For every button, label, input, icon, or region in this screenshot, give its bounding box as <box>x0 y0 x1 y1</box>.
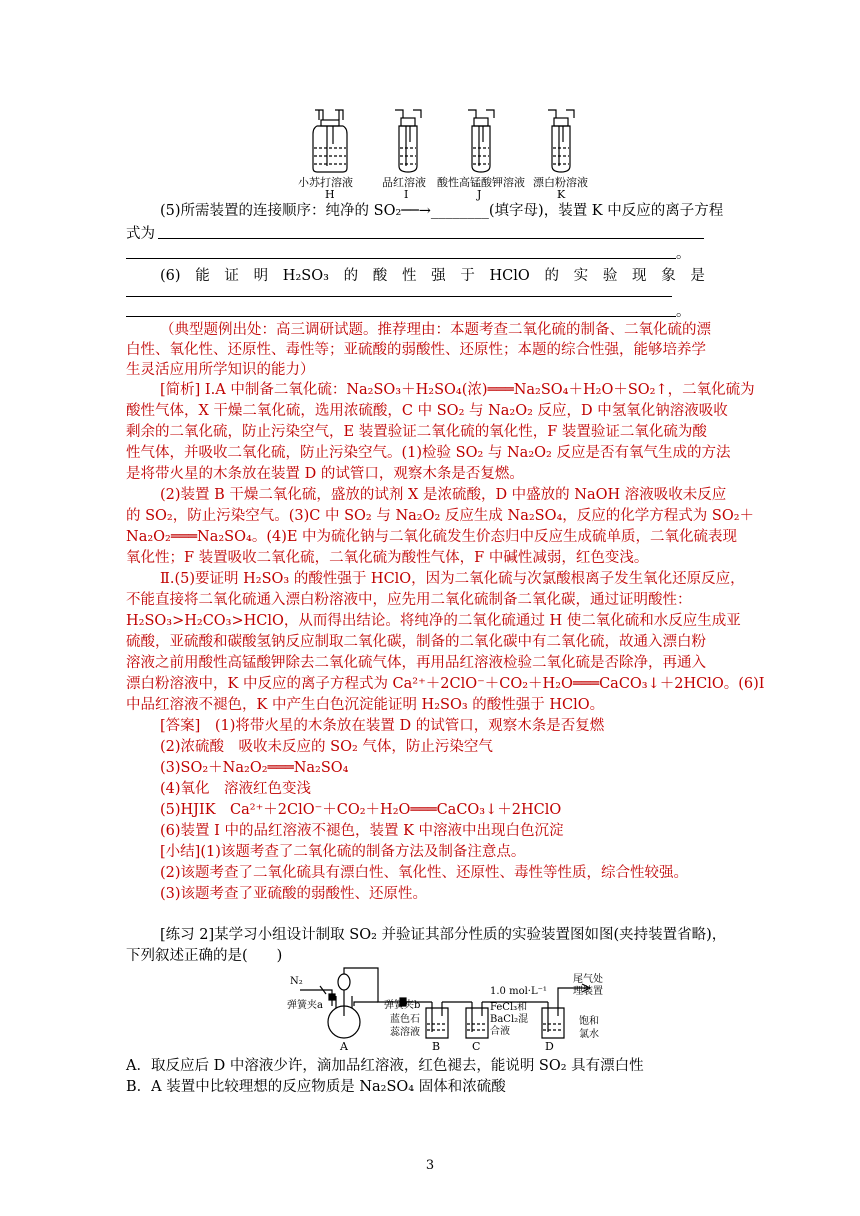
q6-word: 的 <box>343 268 359 284</box>
practice-line: [练习 2]某学习小组设计制取 SO₂ 并验证其部分性质的实验装置图如图(夹持装置省略)， <box>160 927 727 943</box>
question-5-line2: 式为 <box>126 226 155 242</box>
source-note-line: 生灵活应用所学知识的能力） <box>126 362 315 378</box>
analysis-line: H₂SO₃>H₂CO₃>HClO，从而得出结论。将纯净的二氧化硫通过 H 使二氧化硫和水反应生成亚 <box>126 613 741 629</box>
chlorine-water-label: 氯水 <box>579 1029 599 1040</box>
bottle-label-h: 小苏打溶液 <box>298 176 353 189</box>
chlorine-water-label: 饱和 <box>579 1016 599 1027</box>
n2-label: N₂ <box>290 976 303 987</box>
mix-label: BaCl₂混 <box>490 1014 529 1025</box>
q6-word: 是 <box>690 268 705 284</box>
q6-word: H₂SO₃ <box>282 268 329 284</box>
q6-word: 象 <box>661 268 676 284</box>
answer-blank-line <box>126 316 676 317</box>
bottle-letter-k: K <box>557 188 566 201</box>
mix-label: 1.0 mol·L⁻¹ <box>490 986 547 997</box>
answer-line: (2)浓硫酸 吸收未反应的 SO₂ 气体，防止污染空气 <box>160 739 493 755</box>
analysis-line: (2)装置 B 干燥二氧化硫，盛放的试剂 X 是浓硫酸，D 中盛放的 NaOH 溶液吸收未反应 <box>160 487 727 503</box>
clip-a-label: 弹簧夹a <box>287 1000 323 1011</box>
answer-line: (5)HJIK Ca²⁺＋2ClO⁻＋CO₂＋H₂O═══CaCO₃↓＋2HClO <box>160 802 562 818</box>
q6-word: 于 <box>460 268 475 284</box>
q6-word: 强 <box>431 268 446 284</box>
option-a: A．取反应后 D 中溶液少许，滴加品红溶液，红色褪去，能说明 SO₂ 具有漂白性 <box>126 1058 644 1074</box>
q6-word: 明 <box>253 268 269 284</box>
tail-gas-label: 理装置 <box>573 986 603 997</box>
source-note-line: 白性、氧化性、还原性、毒性等；亚硫酸的弱酸性、还原性；本题的综合性强，能够培养学 <box>126 342 706 358</box>
mix-label: 合液 <box>490 1026 510 1037</box>
q6-word: 能 <box>195 268 210 284</box>
period-mark: 。 <box>676 246 691 262</box>
analysis-line: 硫酸，亚硫酸和碳酸氢钠反应制取二氧化碳，制备的二氧化碳中有二氧化硫，故通入漂白粉 <box>126 634 706 650</box>
bottle-letter-j: J <box>477 188 482 201</box>
answer-line: (3)SO₂＋Na₂O₂═══Na₂SO₄ <box>160 760 349 776</box>
q6-word: 酸 <box>372 268 388 284</box>
bottle-letter-i: I <box>404 188 409 201</box>
mix-label: FeCl₃和 <box>490 1002 528 1013</box>
summary-line: (2)该题考查了二氧化硫具有漂白性、氧化性、还原性、毒性等性质，综合性较强。 <box>160 865 689 881</box>
option-b: B．A 装置中比较理想的反应物质是 Na₂SO₄ 固体和浓硫酸 <box>126 1079 506 1095</box>
bottle-letter-h: H <box>325 188 335 201</box>
clip-b-label: 弹簧夹b <box>384 1000 421 1011</box>
answer-line: [答案] (1)将带火星的木条放在装置 D 的试管口，观察木条是否复燃 <box>160 718 605 734</box>
question-5-line1: (5)所需装置的连接顺序：纯净的 SO₂──→________(填字母)，装置 K 中反应的离子方程 <box>160 203 724 219</box>
q6-word: 证 <box>224 268 239 284</box>
q6-word: 现 <box>632 268 647 284</box>
summary-line: (3)该题考查了亚硫酸的弱酸性、还原性。 <box>160 886 428 902</box>
analysis-line: 中品红溶液不褪色，K 中产生白色沉淀能证明 H₂SO₃ 的酸性强于 HClO。 <box>126 697 605 713</box>
apparatus-letter-a: A <box>340 1040 348 1053</box>
analysis-line: 酸性气体，X 干燥二氧化硫，选用浓硫酸，C 中 SO₂ 与 Na₂O₂ 反应，D 中氢氧化钠溶液吸收 <box>126 403 728 419</box>
analysis-line: [简析] Ⅰ.A 中制备二氧化硫：Na₂SO₃＋H₂SO₄(浓)═══Na₂SO₄＋H₂O＋SO₂↑，二氧化硫为 <box>160 382 755 398</box>
analysis-line: 漂白粉溶液中，K 中反应的离子方程式为 Ca²⁺＋2ClO⁻＋CO₂＋H₂O═══CaCO₃↓＋2HClO。(6)I <box>126 676 765 692</box>
summary-line: [小结](1)该题考查了二氧化硫的制备方法及制备注意点。 <box>160 844 526 860</box>
apparatus-figure <box>282 966 622 1048</box>
analysis-line: 氧化性；F 装置吸收二氧化硫，二氧化硫为酸性气体，F 中碱性减弱，红色变浅。 <box>126 550 649 566</box>
analysis-line: 的 SO₂，防止污染空气。(3)C 中 SO₂ 与 Na₂O₂ 反应生成 Na₂SO₄，反应的化学方程式为 SO₂＋ <box>126 508 755 524</box>
analysis-line: 是将带火星的木条放在装置 D 的试管口，观察木条是否复燃。 <box>126 466 524 482</box>
q6-word: 实 <box>573 268 589 284</box>
answer-blank-line <box>126 296 672 297</box>
answer-blank-line <box>126 258 676 259</box>
answer-line: (4)氧化 溶液红色变浅 <box>160 781 312 797</box>
answer-blank-line <box>158 238 704 239</box>
q6-word: 的 <box>544 268 559 284</box>
apparatus-letter-c: C <box>472 1040 481 1053</box>
analysis-line: 剩余的二氧化硫，防止污染空气，E 装置验证二氧化硫的氧化性，F 装置验证二氧化硫为酸 <box>126 424 707 440</box>
litmus-label: 蕊溶液 <box>390 1027 420 1038</box>
answer-line: (6)装置 I 中的品红溶液不褪色，装置 K 中溶液中出现白色沉淀 <box>160 823 564 839</box>
analysis-line: 性气体，并吸收二氧化硫，防止污染空气。(1)检验 SO₂ 与 Na₂O₂ 反应是否有氧气生成的方法 <box>126 445 731 461</box>
apparatus-letter-d: D <box>545 1040 554 1053</box>
q6-word: 验 <box>602 268 618 284</box>
source-note-line: （典型题例出处：高三调研试题。推荐理由：本题考查二氧化硫的制备、二氧化硫的漂 <box>160 322 711 338</box>
analysis-line: 不能直接将二氧化硫通入漂白粉溶液中，应先用二氧化硫制备二氧化碳，通过证明酸性： <box>126 592 692 608</box>
page-number: 3 <box>425 1158 435 1173</box>
bottle-label-j: 酸性高锰酸钾溶液 <box>437 176 525 189</box>
analysis-line: 溶液之前用酸性高锰酸钾除去二氧化硫气体，再用品红溶液检验二氧化硫是否除净，再通入 <box>126 655 706 671</box>
q6-word: HClO <box>489 268 530 284</box>
apparatus-letter-b: B <box>432 1040 441 1053</box>
analysis-line: Na₂O₂═══Na₂SO₄。(4)E 中为硫化钠与二氧化硫发生价态归中反应生成硫单质，二氧化硫表现 <box>126 529 738 545</box>
q6-word: 性 <box>401 268 417 284</box>
tail-gas-label: 尾气处 <box>573 974 603 985</box>
period-mark: 。 <box>676 304 691 320</box>
bottle-label-k: 漂白粉溶液 <box>533 176 588 189</box>
litmus-label: 蓝色石 <box>390 1014 420 1025</box>
question-6-line <box>160 266 705 286</box>
practice-line: 下列叙述正确的是( ) <box>126 948 283 964</box>
analysis-line: Ⅱ.(5)要证明 H₂SO₃ 的酸性强于 HClO，因为二氧化硫与次氯酸根离子发生氧化还原反应， <box>160 571 745 587</box>
q6-word: (6) <box>160 268 181 284</box>
bottle-label-i: 品红溶液 <box>382 176 426 189</box>
